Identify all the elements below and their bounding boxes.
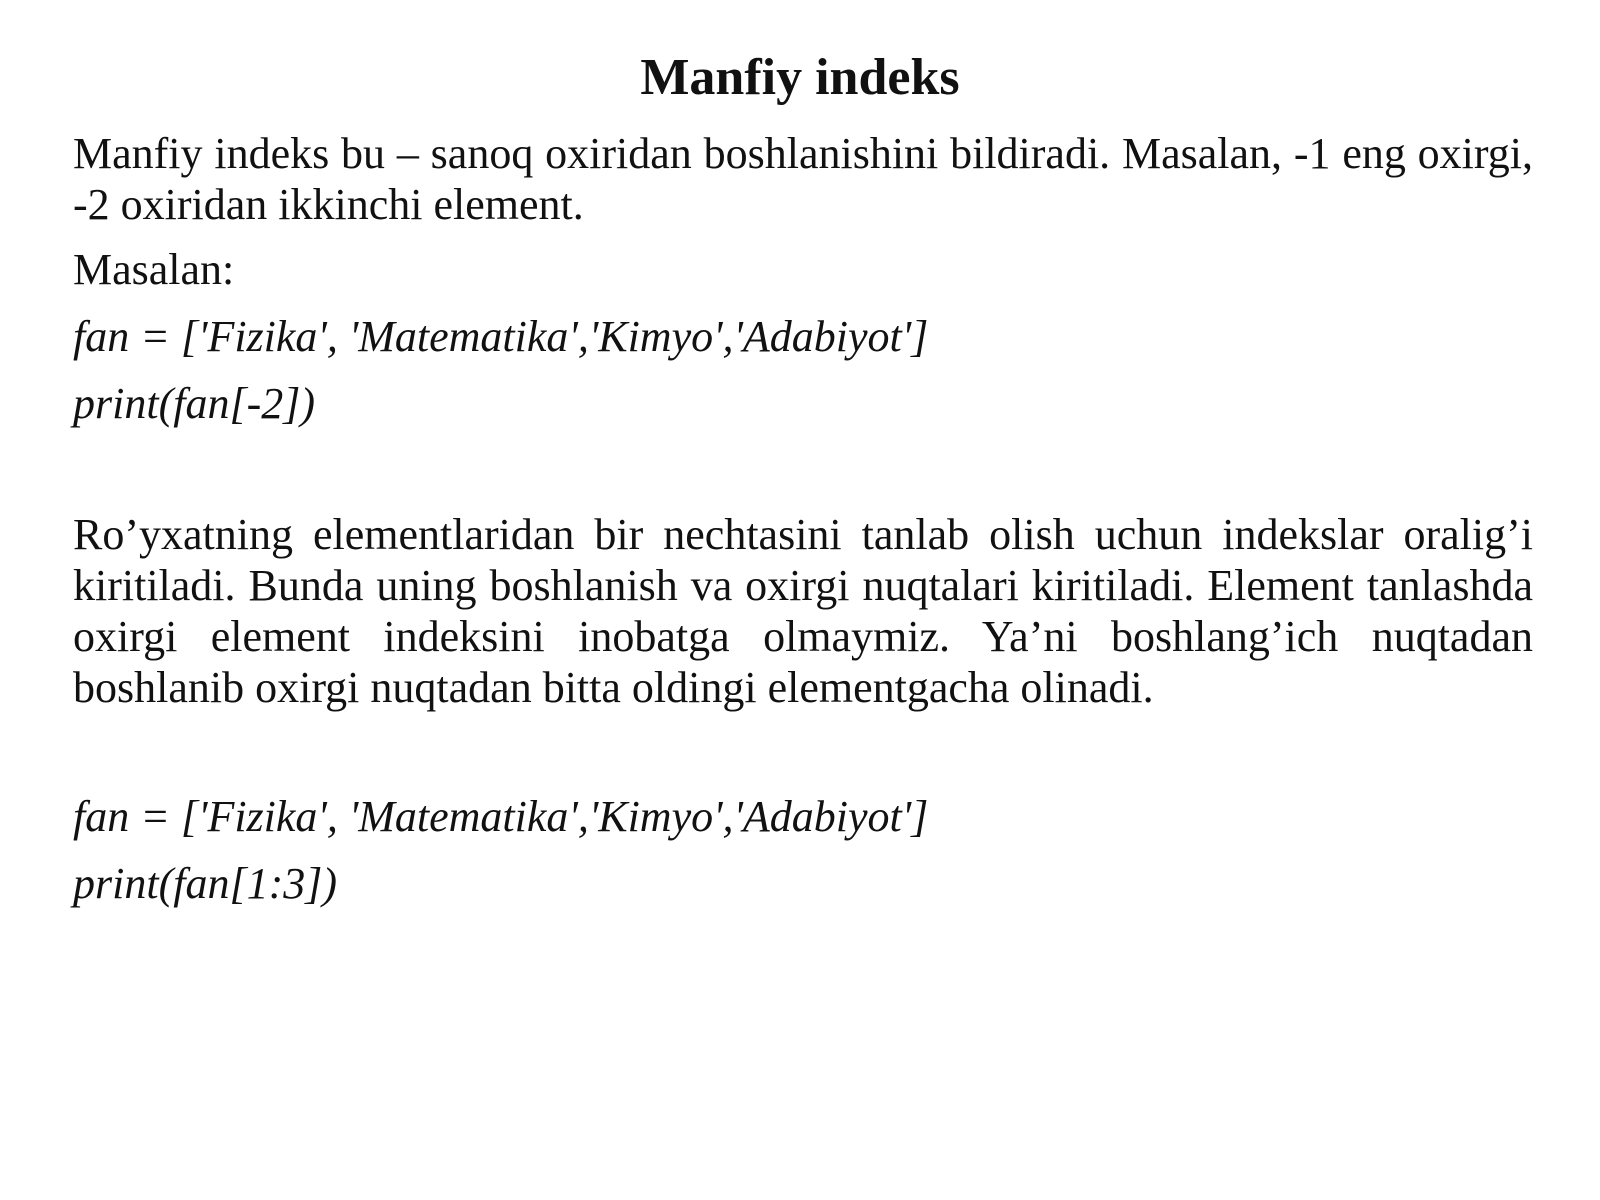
code-line-print-1: print(fan[-2]) [73,379,315,428]
paragraph-slicing: Ro’yxatning elementlaridan bir nechtasini tanlab olish uchun indekslar oralig’i kiritiladi. Bunda uning boshlanish va oxirgi nuqtalari kiritiladi. Element tanlashda oxirgi element indeksini inobatga olmaymiz. Ya’ni boshlang’ich nuqtadan boshlanib oxirgi nuqtadan bitta oldingi elementgacha olinadi. [73,510,1533,712]
slide-title: Manfiy indeks [640,49,960,106]
code-line-list-2: fan = ['Fizika', 'Matematika','Kimyo','Adabiyot'] [73,792,929,841]
paragraph-negative-index: Manfiy indeks bu – sanoq oxiridan boshlanishini bildiradi. Masalan, -1 eng oxirgi, -2 oxiridan ikkinchi element. [73,129,1533,229]
slide-content [73,128,1533,909]
code-line-list-1: fan = ['Fizika', 'Matematika','Kimyo','Adabiyot'] [73,312,929,361]
example-label: Masalan: [73,245,235,294]
code-line-print-2: print(fan[1:3]) [73,859,337,908]
